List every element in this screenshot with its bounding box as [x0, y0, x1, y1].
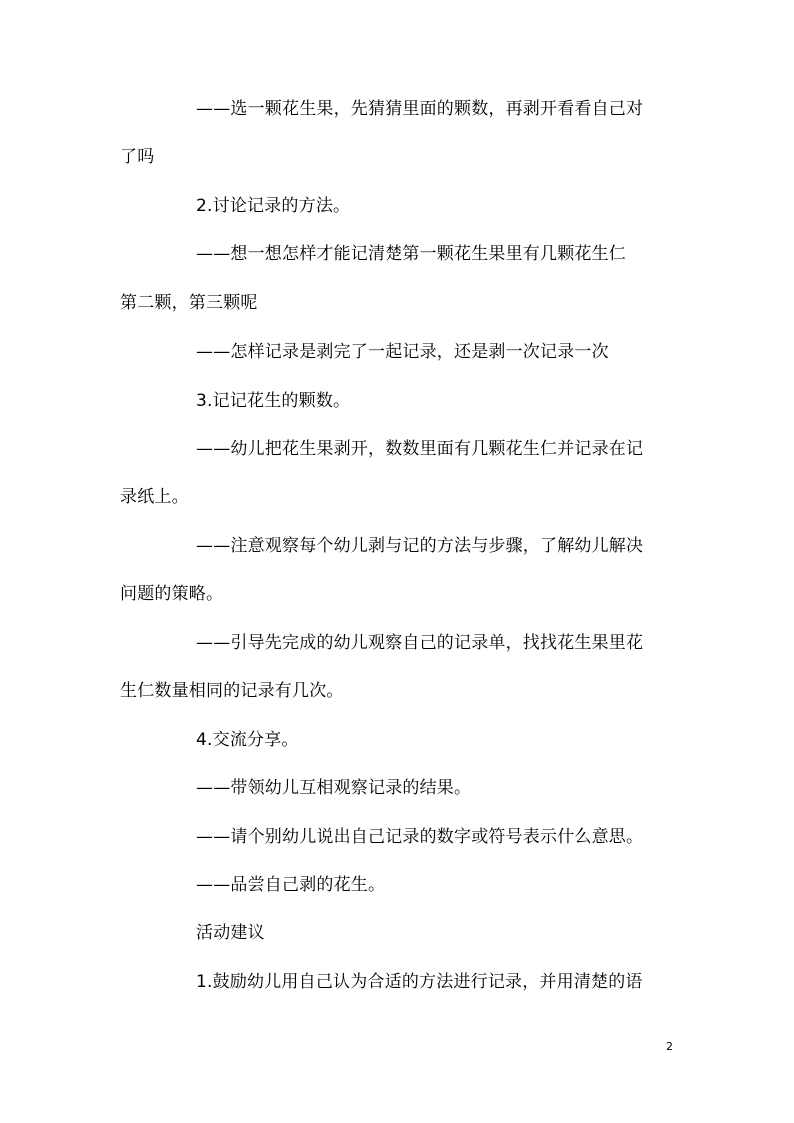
body-text-line: ——注意观察每个幼儿剥与记的方法与步骤，了解幼儿解决	[196, 536, 644, 556]
step-heading: 2.讨论记录的方法。	[196, 196, 351, 216]
step-heading: 4.交流分享。	[196, 730, 299, 750]
body-text-line: ——品尝自己剥的花生。	[196, 875, 386, 895]
body-text-line: 第二颗，第三颗呢	[120, 293, 258, 313]
page-number: 2	[666, 1040, 673, 1053]
body-text-line: ——带领幼儿互相观察记录的结果。	[196, 778, 472, 798]
step-heading: 3.记记花生的颗数。	[196, 391, 351, 411]
body-text-line: 1.鼓励幼儿用自己认为合适的方法进行记录，并用清楚的语	[196, 972, 643, 992]
body-text-line: ——想一想怎样才能记清楚第一颗花生果里有几颗花生仁	[196, 244, 626, 264]
body-text-line: ——请个别幼儿说出自己记录的数字或符号表示什么意思。	[196, 827, 644, 847]
body-text-line: ——选一颗花生果，先猜猜里面的颗数，再剥开看看自己对	[196, 99, 644, 119]
body-text-line: 录纸上。	[120, 487, 189, 507]
body-text-line: 生仁数量相同的记录有几次。	[120, 681, 344, 701]
section-heading: 活动建议	[196, 923, 265, 943]
body-text-line: ——幼儿把花生果剥开，数数里面有几颗花生仁并记录在记	[196, 439, 644, 459]
body-text-line: 了吗	[120, 147, 155, 167]
body-text-line: 问题的策略。	[120, 584, 224, 604]
body-text-line: ——怎样记录是剥完了一起记录，还是剥一次记录一次	[196, 342, 609, 362]
body-text-line: ——引导先完成的幼儿观察自己的记录单，找找花生果里花	[196, 633, 644, 653]
